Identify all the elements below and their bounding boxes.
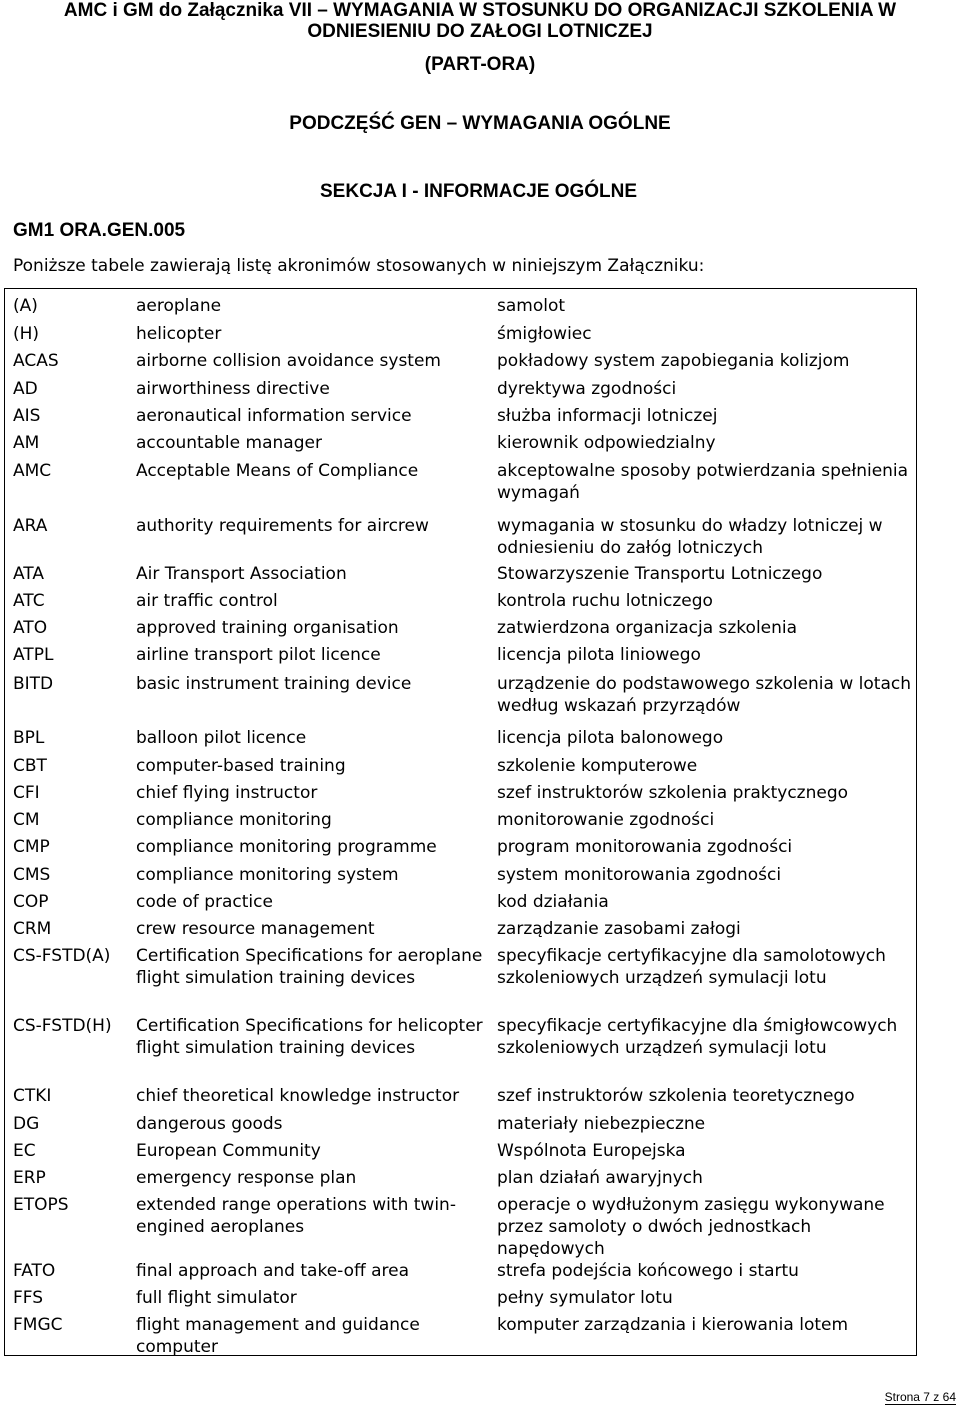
polish-term-cell: szef instruktorów szkolenia praktycznego: [497, 783, 849, 803]
acronym-cell: AM: [13, 433, 40, 453]
english-term-cell: Certification Specifications for helicopter flight simulation training devices: [136, 1016, 483, 1058]
acronym-cell: FMGC: [13, 1315, 63, 1335]
english-term-cell: code of practice: [136, 892, 273, 912]
polish-term-cell: kierownik odpowiedzialny: [497, 433, 716, 453]
polish-term-cell: Wspólnota Europejska: [497, 1141, 686, 1161]
english-term-cell: compliance monitoring system: [136, 865, 399, 885]
english-term-cell: final approach and take-off area: [136, 1261, 410, 1281]
english-term-cell: aeronautical information service: [136, 406, 412, 426]
polish-term-cell: licencja pilota balonowego: [497, 728, 724, 748]
english-term-cell: compliance monitoring: [136, 810, 332, 830]
english-term-cell: Certification Specifications for aeroplane flight simulation training devices: [136, 946, 483, 988]
acronym-cell: ETOPS: [13, 1195, 69, 1215]
polish-term-cell: program monitorowania zgodności: [497, 837, 793, 857]
acronym-cell: CS-FSTD(H): [13, 1016, 112, 1036]
acronym-cell: ACAS: [13, 351, 59, 371]
polish-term-cell: szef instruktorów szkolenia teoretycznego: [497, 1086, 855, 1106]
doc-header-line1: AMC i GM do Załącznika VII – WYMAGANIA W STOSUNKU DO ORGANIZACJI SZKOLENIA W: [63, 0, 897, 21]
english-term-cell: aeroplane: [136, 296, 222, 316]
doc-header-line3: (PART-ORA): [424, 54, 536, 75]
gm-title: GM1 ORA.GEN.005: [13, 220, 186, 241]
polish-term-cell: pełny symulator lotu: [497, 1288, 673, 1308]
page-number: Strona 7 z 64: [884, 1390, 956, 1404]
english-term-cell: airline transport pilot licence: [136, 645, 381, 665]
acronym-cell: ARA: [13, 516, 48, 536]
acronym-cell: CBT: [13, 756, 47, 776]
polish-term-cell: komputer zarządzania i kierowania lotem: [497, 1315, 849, 1335]
polish-term-cell: zarządzanie zasobami załogi: [497, 919, 741, 939]
english-term-cell: basic instrument training device: [136, 674, 412, 694]
acronym-cell: AD: [13, 379, 38, 399]
acronym-table: [4, 288, 917, 1356]
polish-term-cell: plan działań awaryjnych: [497, 1168, 703, 1188]
polish-term-cell: specyfikacje certyfikacyjne dla samolotowych szkoleniowych urządzeń symulacji lotu: [497, 946, 886, 988]
polish-term-cell: materiały niebezpieczne: [497, 1114, 706, 1134]
acronym-cell: CTKI: [13, 1086, 52, 1106]
polish-term-cell: Stowarzyszenie Transportu Lotniczego: [497, 564, 823, 584]
acronym-cell: BPL: [13, 728, 45, 748]
acronym-cell: CRM: [13, 919, 52, 939]
acronym-cell: EC: [13, 1141, 36, 1161]
polish-term-cell: specyfikacje certyfikacyjne dla śmigłowcowych szkoleniowych urządzeń symulacji lotu: [497, 1016, 898, 1058]
polish-term-cell: monitorowanie zgodności: [497, 810, 715, 830]
english-term-cell: dangerous goods: [136, 1114, 283, 1134]
acronym-cell: ERP: [13, 1168, 46, 1188]
english-term-cell: emergency response plan: [136, 1168, 357, 1188]
english-term-cell: chief theoretical knowledge instructor: [136, 1086, 460, 1106]
english-term-cell: European Community: [136, 1141, 321, 1161]
polish-term-cell: pokładowy system zapobiegania kolizjom: [497, 351, 850, 371]
polish-term-cell: kod działania: [497, 892, 609, 912]
polish-term-cell: operacje o wydłużonym zasięgu wykonywane przez samoloty o dwóch jednostkach napędowych: [497, 1195, 885, 1259]
english-term-cell: airborne collision avoidance system: [136, 351, 441, 371]
english-term-cell: computer-based training: [136, 756, 346, 776]
section-title: SEKCJA I - INFORMACJE OGÓLNE: [320, 181, 638, 202]
acronym-cell: COP: [13, 892, 49, 912]
acronym-cell: CS-FSTD(A): [13, 946, 111, 966]
polish-term-cell: licencja pilota liniowego: [497, 645, 701, 665]
english-term-cell: accountable manager: [136, 433, 322, 453]
english-term-cell: helicopter: [136, 324, 222, 344]
english-term-cell: extended range operations with twin-engined aeroplanes: [136, 1195, 456, 1237]
acronym-cell: (A): [13, 296, 38, 316]
english-term-cell: Acceptable Means of Compliance: [136, 461, 419, 481]
acronym-cell: ATC: [13, 591, 45, 611]
acronym-cell: FFS: [13, 1288, 44, 1308]
english-term-cell: compliance monitoring programme: [136, 837, 437, 857]
polish-term-cell: wymagania w stosunku do władzy lotniczej w odniesieniu do załóg lotniczych: [497, 516, 883, 558]
polish-term-cell: zatwierdzona organizacja szkolenia: [497, 618, 798, 638]
english-term-cell: balloon pilot licence: [136, 728, 307, 748]
english-term-cell: airworthiness directive: [136, 379, 330, 399]
subpart-title: PODCZĘŚĆ GEN – WYMAGANIA OGÓLNE: [289, 113, 671, 134]
english-term-cell: air traffic control: [136, 591, 278, 611]
english-term-cell: flight management and guidance computer: [136, 1315, 420, 1357]
acronym-cell: CMS: [13, 865, 51, 885]
polish-term-cell: urządzenie do podstawowego szkolenia w lotach według wskazań przyrządów: [497, 674, 911, 716]
polish-term-cell: strefa podejścia końcowego i startu: [497, 1261, 799, 1281]
intro-text: Poniższe tabele zawierają listę akronimów stosowanych w niniejszym Załączniku:: [13, 256, 705, 276]
acronym-cell: CM: [13, 810, 40, 830]
english-term-cell: approved training organisation: [136, 618, 399, 638]
acronym-cell: AMC: [13, 461, 52, 481]
polish-term-cell: system monitorowania zgodności: [497, 865, 782, 885]
acronym-cell: CMP: [13, 837, 50, 857]
english-term-cell: crew resource management: [136, 919, 375, 939]
polish-term-cell: śmigłowiec: [497, 324, 592, 344]
acronym-cell: CFI: [13, 783, 40, 803]
polish-term-cell: służba informacji lotniczej: [497, 406, 718, 426]
english-term-cell: full flight simulator: [136, 1288, 297, 1308]
acronym-cell: ATO: [13, 618, 48, 638]
english-term-cell: Air Transport Association: [136, 564, 347, 584]
acronym-cell: BITD: [13, 674, 54, 694]
english-term-cell: chief flying instructor: [136, 783, 318, 803]
polish-term-cell: akceptowalne sposoby potwierdzania spełnienia wymagań: [497, 461, 909, 503]
acronym-cell: ATPL: [13, 645, 54, 665]
acronym-cell: (H): [13, 324, 40, 344]
polish-term-cell: samolot: [497, 296, 566, 316]
acronym-cell: FATO: [13, 1261, 56, 1281]
polish-term-cell: kontrola ruchu lotniczego: [497, 591, 713, 611]
english-term-cell: authority requirements for aircrew: [136, 516, 429, 536]
doc-header-line2: ODNIESIENIU DO ZAŁOGI LOTNICZEJ: [307, 21, 653, 42]
acronym-cell: ATA: [13, 564, 45, 584]
acronym-cell: AIS: [13, 406, 41, 426]
acronym-cell: DG: [13, 1114, 40, 1134]
polish-term-cell: dyrektywa zgodności: [497, 379, 677, 399]
polish-term-cell: szkolenie komputerowe: [497, 756, 698, 776]
